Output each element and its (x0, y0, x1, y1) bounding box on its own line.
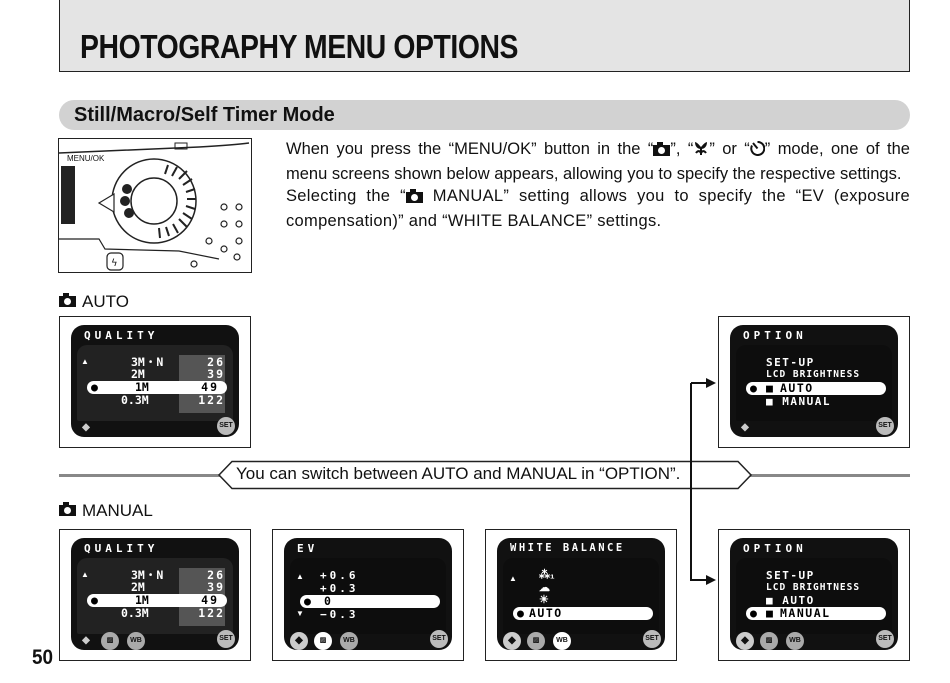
scroll-up-arrow-icon: ▲ (296, 572, 304, 581)
camera-icon (653, 140, 670, 163)
list-item: 0.3M 122 (121, 606, 225, 620)
manual-mode-label (59, 501, 153, 521)
divider (59, 474, 221, 477)
page-title: PHOTOGRAPHY MENU OPTIONS (80, 28, 519, 65)
option-lcd-brightness: LCD BRIGHTNESS (766, 582, 861, 593)
wb-auto-selected: ● AUTO (513, 607, 653, 620)
intro-text-1c: ” or “ (709, 140, 750, 158)
ev-value: −0.3 (320, 608, 359, 621)
intro-paragraph-1 (286, 138, 910, 185)
list-item: 2M 39 (131, 580, 225, 594)
screen-header: QUALITY (84, 542, 159, 555)
wb-button-icon: WB (553, 632, 571, 650)
scroll-up-arrow-icon: ▲ (81, 570, 89, 579)
page-number: 50 (32, 646, 54, 669)
title-box (59, 0, 910, 72)
set-button-icon: SET (876, 417, 894, 435)
auto-label-text: AUTO (82, 292, 129, 311)
menu-ok-label: MENU/OK (67, 154, 105, 163)
set-button-icon: SET (643, 630, 661, 648)
intro-text (286, 138, 910, 232)
section-title: Still/Macro/Self Timer Mode (74, 104, 335, 126)
back-arrow-icon: ◆ (503, 632, 521, 650)
back-arrow-icon: ◆ (82, 635, 90, 646)
divider (750, 474, 910, 477)
screen-header: QUALITY (84, 329, 159, 342)
shade-icon: ☁ (539, 582, 550, 594)
option-manual: ■ MANUAL (766, 395, 831, 408)
self-timer-icon (750, 140, 765, 163)
scroll-up-arrow-icon: ▲ (509, 574, 517, 583)
screen-header: EV (297, 542, 319, 555)
intro-text-1a: When you press the “MENU/OK” button in the “ (286, 140, 654, 158)
list-item: 3M・N 26 (131, 568, 225, 582)
ev-value-selected: ● 0 (300, 595, 440, 608)
ev-button-icon: ▨ (760, 632, 778, 650)
ev-value: +0.6 (320, 569, 359, 582)
screen-header: OPTION (743, 542, 807, 555)
camera-icon (59, 501, 76, 521)
intro-text-1d: ” mode, one of the menu screens shown below appears, allowing you to specify the respective settings. (286, 140, 910, 183)
wb-button-icon: WB (127, 632, 145, 650)
option-screen-auto (718, 316, 910, 448)
option-setup: SET-UP (766, 569, 815, 582)
white-balance-screen (485, 529, 677, 661)
list-item: 3M・N 26 (131, 355, 225, 369)
screen-header: WHITE BALANCE (510, 542, 625, 554)
section-header (59, 100, 910, 130)
intro-text-2b: MANUAL” setting allows you to specify the “EV (exposure compensation)” and “WHITE BALANCE” settings. (286, 187, 911, 230)
camera-mode-dial-illustration (58, 138, 252, 273)
wb-button-icon: WB (786, 632, 804, 650)
option-screen-manual (718, 529, 910, 661)
list-item: 0.3M 122 (121, 393, 225, 407)
scroll-up-arrow-icon: ▲ (81, 357, 89, 366)
camera-icon (59, 292, 76, 312)
ev-button-icon: ▨ (527, 632, 545, 650)
switch-note: You can switch between AUTO and MANUAL in “OPTION”. (236, 464, 681, 483)
back-arrow-icon: ◆ (741, 422, 749, 433)
wb-button-icon: WB (340, 632, 358, 650)
macro-icon (693, 140, 709, 163)
scroll-down-arrow-icon: ▼ (296, 609, 304, 618)
set-button-icon: SET (876, 630, 894, 648)
ev-value: +0.3 (320, 582, 359, 595)
screen-header: OPTION (743, 329, 807, 342)
option-auto-selected: ● ■ AUTO (746, 382, 886, 395)
back-arrow-icon: ◆ (290, 632, 308, 650)
option-setup: SET-UP (766, 356, 815, 369)
list-item-selected: ● 1M 49 (87, 594, 227, 607)
set-button-icon: SET (217, 630, 235, 648)
manual-label-text: MANUAL (82, 501, 153, 520)
camera-icon (406, 187, 423, 210)
svg-text:ϟ: ϟ (111, 258, 118, 269)
quality-screen-auto (59, 316, 251, 448)
option-auto: ■ AUTO (766, 594, 815, 607)
ev-button-icon: ▨ (101, 632, 119, 650)
ev-screen (272, 529, 464, 661)
auto-mode-label (59, 292, 129, 312)
back-arrow-icon: ◆ (82, 422, 90, 433)
ev-button-icon: ▨ (314, 632, 332, 650)
quality-screen-manual (59, 529, 251, 661)
option-manual-selected: ● ■ MANUAL (746, 607, 886, 620)
fluorescent-1-icon: ⁂₁ (539, 569, 555, 581)
set-button-icon: SET (217, 417, 235, 435)
intro-text-1b: ”, “ (670, 140, 694, 158)
list-item-selected: ● 1M 49 (87, 381, 227, 394)
intro-paragraph-2 (286, 185, 910, 232)
sunny-icon: ☀ (539, 594, 549, 606)
list-item: 2M 39 (131, 367, 225, 381)
option-lcd-brightness: LCD BRIGHTNESS (766, 369, 861, 380)
back-arrow-icon: ◆ (736, 632, 754, 650)
set-button-icon: SET (430, 630, 448, 648)
intro-text-2a: Selecting the “ (286, 187, 406, 205)
